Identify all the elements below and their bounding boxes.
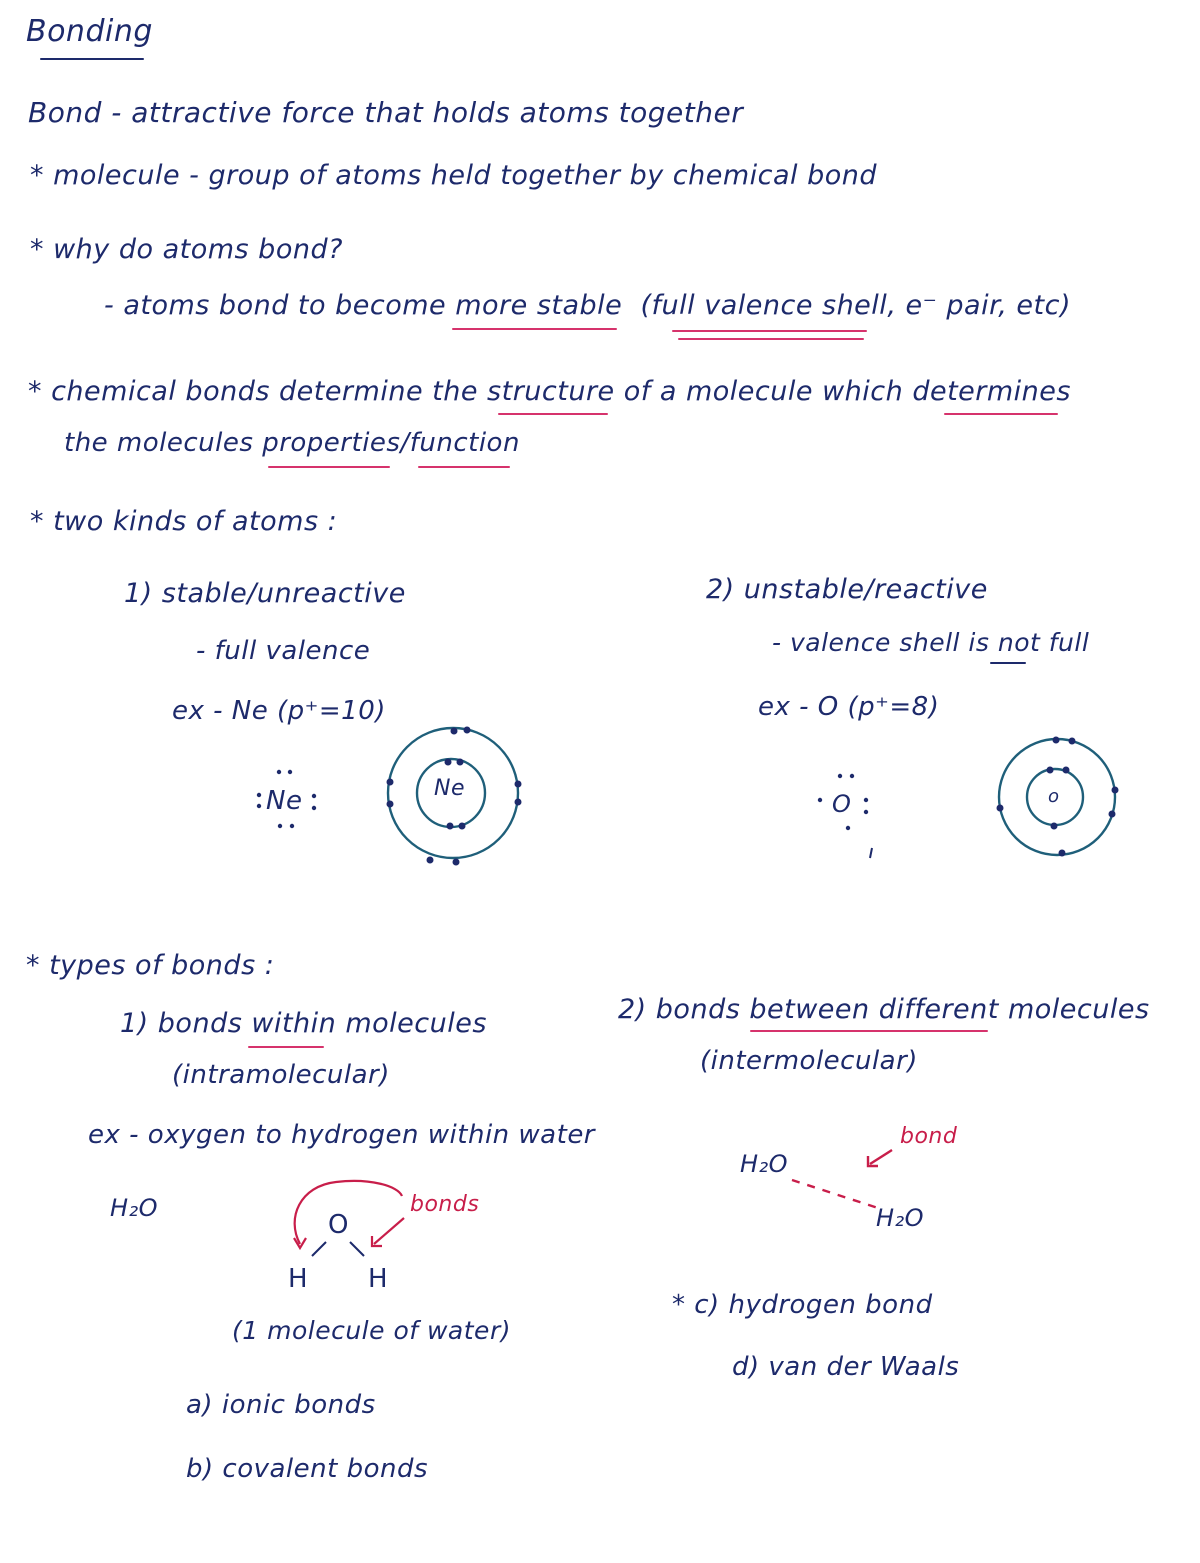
chem-text-b: of a molecule which <box>614 376 913 407</box>
water-oxygen: O <box>328 1210 349 1240</box>
within-text: within <box>251 1008 337 1039</box>
determines-text: determines <box>912 376 1071 407</box>
types-heading: * types of bonds : <box>26 950 275 981</box>
stable-heading: 1) stable/unreactive <box>124 578 406 609</box>
page-title: Bonding <box>26 14 153 49</box>
why-answer-text: - atoms bond to become <box>104 290 456 321</box>
intra-paren: (intramolecular) <box>172 1060 390 1090</box>
intermolecular-bond <box>792 1150 892 1208</box>
o-nucleus-label: o <box>1048 786 1060 807</box>
molecule-definition: * molecule - group of atoms held together by chemical bond <box>30 160 878 191</box>
water-bond-lines <box>312 1242 364 1256</box>
unstable-heading: 2) unstable/reactive <box>706 574 988 605</box>
water-hydrogen-2: H <box>368 1264 389 1294</box>
o-lewis-dots <box>818 774 872 858</box>
ne-bohr-model <box>388 728 518 858</box>
inter-paren: (intermolecular) <box>700 1046 918 1076</box>
van-der-waals-item: d) van der Waals <box>732 1352 960 1382</box>
o-bohr-model <box>999 739 1115 855</box>
why-question: * why do atoms bond? <box>30 234 343 265</box>
water-caption: (1 molecule of water) <box>232 1316 511 1345</box>
unstable-sub-b: full <box>1040 628 1090 657</box>
intra-example: ex - oxygen to hydrogen within water <box>88 1120 595 1150</box>
stable-sub: - full valence <box>196 636 371 666</box>
between-different-text: between different <box>749 994 999 1025</box>
inter-head-a: 2) bonds <box>618 994 750 1025</box>
ne-lewis-symbol: Ne <box>266 786 303 816</box>
hydrogen-bond-item: * c) hydrogen bond <box>672 1290 933 1320</box>
inter-head-b: molecules <box>998 994 1150 1025</box>
inter-water-1: H₂O <box>740 1150 789 1178</box>
kinds-heading: * two kinds of atoms : <box>30 506 338 537</box>
chem-text-a: * chemical bonds determine the <box>28 376 488 407</box>
ne-nucleus-label: Ne <box>434 776 465 801</box>
water-hydrogen-1: H <box>288 1264 309 1294</box>
why-answer-tail: , e⁻ pair, etc) <box>887 290 1071 321</box>
unstable-example: ex - O (p⁺=8) <box>758 692 940 722</box>
bond-definition: Bond - attractive force that holds atoms together <box>28 96 744 129</box>
unstable-sub-a: - valence shell is <box>772 628 998 657</box>
covalent-bonds: b) covalent bonds <box>186 1454 429 1484</box>
intra-head-a: 1) bonds <box>120 1008 252 1039</box>
intra-head-b: molecules <box>336 1008 487 1039</box>
water-formula: H₂O <box>110 1194 159 1222</box>
paren-open: ( <box>640 290 652 321</box>
properties-function-text: properties/function <box>262 428 520 458</box>
not-text: not <box>997 628 1041 657</box>
inter-water-2: H₂O <box>876 1204 925 1232</box>
chem-text-c: the molecules <box>64 428 263 458</box>
o-lewis-symbol: O <box>832 790 852 818</box>
full-valence-shell-text: full valence shell <box>651 290 888 321</box>
more-stable-text: more stable <box>455 290 623 321</box>
bonds-label: bonds <box>410 1192 480 1217</box>
ne-lewis-dots <box>257 770 316 828</box>
stable-example: ex - Ne (p⁺=10) <box>172 696 386 726</box>
inter-bond-label: bond <box>900 1124 958 1149</box>
water-bond-arrows <box>294 1181 404 1248</box>
ionic-bonds: a) ionic bonds <box>186 1390 376 1420</box>
structure-text: structure <box>487 376 615 407</box>
